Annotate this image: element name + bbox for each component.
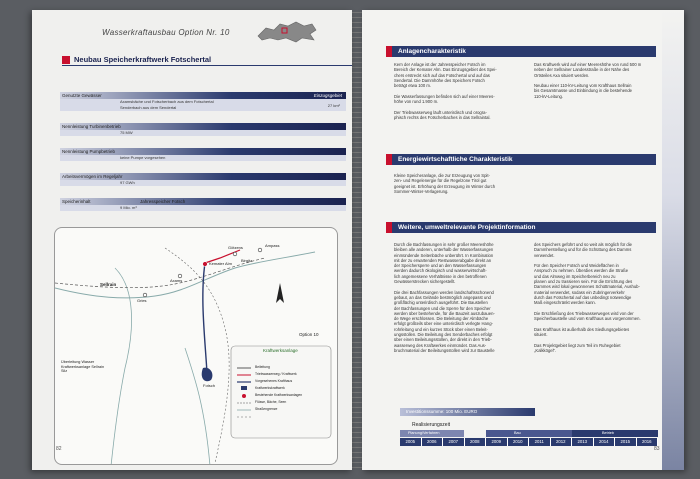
energie-text — [394, 173, 534, 194]
text-line: bis Gesamtmasse und Einbindung in die bestehende — [534, 88, 633, 94]
anlagen-section — [386, 46, 656, 57]
row-pump — [60, 148, 346, 161]
map-label-ampass: Ampass — [265, 243, 280, 248]
umwelt-text-col2 — [534, 242, 659, 353]
red-marker-icon — [62, 56, 70, 64]
text-line: de Wege erschlossen. Die Beleitung der Almbäche — [394, 316, 489, 322]
text-line: verwendet. — [534, 252, 555, 258]
text-line: höhe von rund 1.900 m. — [394, 99, 439, 105]
timeline-year: 2006 — [422, 438, 444, 446]
text-line: Maß eingeschränkt werden kann. — [534, 300, 596, 306]
legend-item: Straßengrenze — [255, 407, 278, 411]
left-page — [32, 10, 352, 470]
text-line: Neubau einer 110-kV-Leitung vom Krafthaus Sellrain — [534, 83, 632, 89]
anlagen-title: Anlagencharakteristik — [392, 46, 656, 57]
text-line: einmündende Seitenbäche unberührt. In Kombination — [394, 252, 494, 258]
text-line: gebaut, an das Gelände bestmöglich angepasst und — [394, 294, 491, 300]
text-line: material verwendet, sodass ein Zubringerverkehr — [534, 289, 625, 295]
text-line: phisch rechts des Fotscherbaches in das Sellraintal. — [394, 114, 491, 120]
text-line: „Kalkkögel“. — [534, 347, 557, 353]
row-extra: Einzugsgebiet — [313, 93, 342, 98]
text-line: planen und zu trassieren sein. Für die Errichtung des — [534, 279, 633, 285]
text-line: Durch die Bachfassungen in sehr großer Meereshöhe — [394, 242, 494, 247]
phase-planning: Planung/Verfahren — [400, 430, 464, 437]
text-line: durch das Fotschertal auf das unbedingt notwendige — [534, 294, 632, 300]
row-extra: Jahresspeicher Fotsch — [140, 199, 186, 204]
phase-construction: Bau — [486, 430, 572, 437]
text-line: Gewässerstrecken sichergestellt. — [394, 279, 456, 285]
section-title: Neubau Speicherkraftwerk Fotschertal — [74, 55, 212, 64]
row-gewaesser — [60, 92, 346, 111]
text-line: des Speichers geführt und so weit als möglich für die — [534, 242, 632, 247]
text-line: lich angemessene Verhältnisse in den betroffenen — [394, 273, 487, 279]
map-label-sellrain: Sellrain — [100, 282, 117, 287]
text-line: Bereich der Kemater Alm. Das Einzugsgebiet des Spei- — [394, 67, 497, 73]
text-line: Anspruch zu nehmen. Überdies werden die Straße — [534, 268, 629, 274]
text-line: bleiben alle anderen, unterhalb der Wasserfassungen — [394, 247, 494, 253]
timeline-year: 2015 — [615, 438, 637, 446]
row-value: 97 GWh — [60, 180, 346, 186]
text-line: ungsstollen. Die Beileitung des Senderbaches erfolgt — [394, 332, 493, 338]
text-line: werden dadurch ökologisch und wasserwirtschaft- — [394, 268, 487, 274]
text-line: Dammherstellung und für die Schüttung des Damms — [534, 247, 632, 253]
data-table — [60, 92, 346, 211]
anlagen-text-col1 — [394, 62, 529, 120]
text-line: über einen Beileitungsstollen, der direkt in den Trieb- — [394, 337, 492, 343]
row-value-2: 27 km² — [327, 103, 340, 108]
timeline-years — [400, 438, 658, 446]
map-graphic — [55, 228, 338, 465]
page-number-right: 83 — [654, 446, 660, 452]
page-number-left: 82 — [56, 446, 62, 452]
map-label-axams: Axams — [170, 278, 183, 283]
row-label: Nennleistung Pumpbetrieb — [60, 148, 346, 155]
text-line: Dammes wird lokal gewonnenes Schüttmaterial, Aushub- — [534, 284, 640, 290]
row-label: Speicherinhalt — [62, 199, 91, 204]
legend-title: Kraftwerksanlage — [263, 348, 298, 353]
timeline-year: 2011 — [529, 438, 551, 446]
text-line: der Bachfassungen und die Sperre für den Speicher — [394, 305, 491, 311]
text-line: Kern der Anlage ist der Jahresspeicher Fotsch im — [394, 62, 486, 67]
umwelt-title: Weitere, umweltrelevante Projektinformation — [392, 222, 656, 233]
timeline-year: 2012 — [551, 438, 573, 446]
row-storage — [60, 198, 346, 211]
timeline-year: 2009 — [486, 438, 508, 446]
text-line: Der Triebwasserweg läuft unterirdisch und orogra- — [394, 109, 487, 115]
timeline-year: 2007 — [443, 438, 465, 446]
text-line: situiert. — [534, 332, 548, 338]
timeline-year: 2016 — [637, 438, 659, 446]
right-page — [362, 10, 684, 470]
timeline-year: 2010 — [508, 438, 530, 446]
anlagen-text-col2 — [534, 62, 659, 99]
text-line: Die Wasserfassungen befinden sich auf einer Meeres- — [394, 93, 495, 99]
text-line: Speicherbaustelle und vom Krafthaus aus vorgenommen. — [534, 316, 641, 322]
map-label-fotsch: Fotsch — [203, 383, 216, 388]
text-line: chers erstreckt sich auf das Fotschertal und auf das — [394, 72, 490, 78]
text-line: beträgt etwa 100 m. — [394, 83, 432, 89]
text-line: Sendertal. Die Dammhöhe des Speichers Fotsch — [394, 77, 485, 83]
row-energy — [60, 173, 346, 186]
text-line: der Speichersperre und an den Wasserfassungen — [394, 263, 487, 269]
page-header-title: Wasserkraftausbau Option Nr. 10 — [102, 28, 230, 37]
row-label: Genutzte Gewässer — [62, 93, 102, 98]
text-line: Die Erschließung des Triebwasserweges wird von der — [534, 310, 634, 316]
row-value: 75 MW — [60, 130, 346, 136]
text-line: Das Kraftwerk wird auf einer Meereshöhe von rund 500 m — [534, 62, 642, 67]
timeline-title: Realisierungszeit — [412, 422, 451, 428]
text-line: geeignet ist. Erhöhung der Erzeugung im Winter durch — [394, 183, 496, 189]
row-value: 9 Mio. m³ — [60, 205, 346, 211]
accent-stripe — [662, 10, 684, 470]
map-label-kemater-alm: Kemater Alm — [209, 261, 232, 266]
map-note: Überleitung Wasser Kraftwerksanlage Sellrain Silz — [61, 360, 105, 373]
text-line: rohrleitung und ein kurzes Stück über einen Beleit- — [394, 326, 488, 332]
legend-item: Triebwasserweg / Kraftwerk — [255, 372, 297, 376]
text-line: neben der Sellrainer Landesstraße in der Nähe des — [534, 67, 630, 73]
text-line: und das Almweg im Speicherbereich neu zu — [534, 273, 616, 279]
project-map — [54, 227, 338, 465]
timeline-year: 2008 — [465, 438, 487, 446]
row-label: Nennleistung Turbinenbetrieb — [60, 123, 346, 130]
map-option-label: Option 10 — [299, 332, 319, 337]
text-line: zen- und Regelenergie für die Regelzone Tirol gut — [394, 178, 487, 184]
timeline-phases — [400, 430, 658, 437]
investment-bar: Investitionssumme: 100 Mio. EURO — [400, 408, 535, 416]
text-line: 110-kV-Leitung. — [534, 93, 564, 99]
text-line: Für den Speicher Fotsch und Weideflächen in — [534, 263, 619, 269]
row-value: keine Pumpe vorgesehen — [60, 155, 346, 161]
map-label-gries: Gries — [137, 298, 147, 303]
text-line: bruchmaterial der Beileitungsstollen wird zur Baustelle — [394, 347, 495, 353]
energie-section — [386, 154, 656, 165]
text-line: wasserweg des Kraftwerkes einmündet. Das Aus- — [394, 342, 487, 348]
umwelt-text-col1 — [394, 242, 529, 353]
legend-item: Vorgesehenes Krafthaus — [255, 379, 293, 383]
umwelt-section — [386, 222, 656, 233]
legend-item: Flüsse, Bäche, Seen — [255, 400, 287, 404]
tirol-map-icon — [256, 18, 318, 44]
row-turbine — [60, 123, 346, 136]
phase-operation: Betrieb — [572, 430, 658, 437]
row-value: Senderbach aus dem Sendertal — [120, 104, 177, 110]
section-title-row — [62, 55, 352, 66]
text-line: Sommer-Winter-Verlagerung. — [394, 188, 449, 194]
text-line: Das Krafthaus ist außerhalb des Siedlungsgebietes — [534, 326, 630, 332]
row-value: Axamsbäche und Fotscherbach aus dem Fotschertal — [120, 99, 214, 104]
map-label-goetzens: Götzens — [228, 245, 243, 250]
timeline-year: 2014 — [594, 438, 616, 446]
legend-item: Kraftwerkskraftwerk — [255, 386, 285, 390]
row-label: Arbeitsvermögen im Regeljahr — [60, 173, 346, 180]
legend-item: Beileitung — [255, 365, 270, 369]
timeline-year: 2005 — [400, 438, 422, 446]
energie-title: Energiewirtschaftliche Charakteristik — [392, 154, 656, 165]
text-line: Kleine Speicheranlage, die zur Erzeugung von Spit- — [394, 173, 490, 178]
text-line: großflächig unterirdisch ausgeführt. Die Baustellen — [394, 300, 488, 306]
map-label-birgitz: Birgitz — [241, 258, 253, 263]
text-line: Ortsteiles Axa situiert werden. — [534, 72, 590, 78]
timeline-year: 2013 — [572, 438, 594, 446]
text-line: Das Projektgebiet liegt zum Teil im Ruhegebiet — [534, 342, 621, 348]
text-line: mit der zu erwartenden Restwasserabgabe direkt an — [394, 257, 492, 263]
text-line: werden über bestehende, für die Bauzeit auszubauen- — [394, 310, 495, 316]
text-line: Die drei Bachfassungen werden landschaftsschonend — [394, 289, 494, 295]
text-line: erfolgt großteils über eine unterirdisch verlegte Hang- — [394, 321, 493, 327]
map-legend — [255, 364, 302, 413]
legend-item: Bestehende Kraftwerksanlagen — [255, 393, 303, 397]
